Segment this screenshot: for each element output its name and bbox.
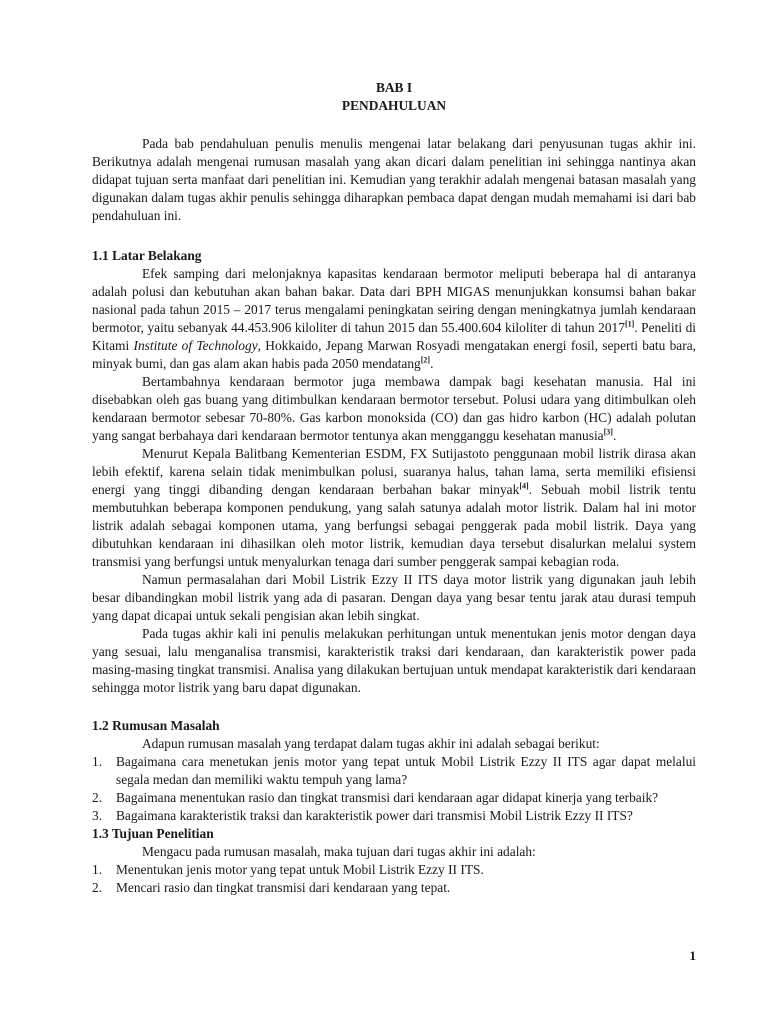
list-item-text: Menentukan jenis motor yang tepat untuk Mobil Listrik Ezzy II ITS. [116, 862, 484, 877]
list-item [92, 807, 696, 825]
chapter-title: PENDAHULUAN [341, 98, 447, 113]
citation: [1] [624, 319, 635, 329]
citation: [3] [603, 427, 613, 437]
list-item-text: Bagaimana menentukan rasio dan tingkat transmisi dari kendaraan agar didapat kinerja yang terbaik? [116, 790, 659, 805]
list-number: 1. [92, 754, 103, 769]
list-item-text: Bagaimana karakteristik traksi dan karakteristik power dari transmisi Mobil Listrik Ezzy II ITS? [116, 808, 633, 823]
section-intro: Mengacu pada rumusan masalah, maka tujuan dari tugas akhir ini adalah: [142, 844, 536, 859]
list-item [92, 789, 696, 807]
numbered-list [92, 753, 696, 825]
list-item [92, 879, 696, 897]
paragraph: Pada tugas akhir kali ini penulis melakukan perhitungan untuk menentukan jenis motor dengan daya yang sesuai, lalu menganalisa transmisi, karakteristik traksi dari kendaraan, dan karakteristik power pada masing-masing tingkat transmisi. Analisa yang dilakukan bertujuan untuk mendapat karakteristik dari kendaraan sehingga motor listrik yang baru dapat digunakan. [92, 626, 696, 695]
paragraph: Namun permasalahan dari Mobil Listrik Ezzy II ITS daya motor listrik yang digunakan jauh lebih besar dibandingkan mobil listrik yang ada di pasaran. Dengan daya yang besar tentu jarak atau durasi tempuh yang dapat dicapai untuk sekali pengisian akan lebih singkat. [92, 572, 696, 623]
paragraph-text: Menurut Kepala Balitbang Kementerian ESDM, FX Sutijastoto penggunaan mobil listrik dirasa akan lebih efektif, karena selain tidak menimbulkan polusi, suaranya halus, tahan lama, serta memiliki efisiensi energi yang tinggi dibanding dengan kendaraan berbahan bakar minyak [92, 446, 696, 497]
chapter-label: BAB I [375, 80, 413, 95]
citation: [2] [420, 355, 431, 365]
list-number: 1. [92, 862, 103, 877]
citation: [4] [519, 481, 529, 491]
intro-paragraph: Pada bab pendahuluan penulis menulis mengenai latar belakang dari penyusunan tugas akhir ini. Berikutnya adalah mengenai rumusan masalah yang akan dicari dalam penelitian ini sehingga nantinya akan didapat tujuan serta manfaat dari penelitian ini. Kemudian yang terakhir adalah mengenai batasan masalah yang digunakan dalam tugas akhir penulis sehingga diharapkan pembaca dapat dengan mudah memahami isi dari bab pendahuluan ini. [92, 136, 696, 223]
paragraph-text: , Hokkaido, Jepang Marwan Rosyadi mengatakan energi fosil, seperti batu bara, minyak bumi, dan gas alam akan habis pada 2050 mendatang [92, 338, 696, 371]
section-intro: Adapun rumusan masalah yang terdapat dalam tugas akhir ini adalah sebagai berikut: [142, 736, 600, 751]
paragraph-text: . Peneliti di Kitami [92, 320, 697, 353]
page-number: 1 [689, 948, 696, 963]
list-number: 2. [92, 880, 103, 895]
paragraph-text: Bertambahnya kendaraan bermotor juga membawa dampak bagi kesehatan manusia. Hal ini disebabkan oleh gas buang yang ditimbulkan kendaraan bermotor tersebut. Polusi udara yang ditimbulkan oleh kendaraan bermotor sebesar 70-80%. Gas karbon monoksida (CO) dan gas hidro karbon (HC) adalah polutan yang sangat berbahaya dari kendaraan bermotor tentunya akan mengganggu kesehatan manusia [92, 374, 696, 443]
list-item-text: Bagaimana cara menetukan jenis motor yang tepat untuk Mobil Listrik Ezzy II ITS agar dapat melalui segala medan dan memiliki waktu tempuh yang lama? [116, 754, 696, 787]
paragraph-text: . [430, 356, 434, 371]
paragraph [92, 445, 696, 571]
list-number: 2. [92, 790, 103, 805]
list-item [92, 753, 696, 789]
paragraph-text: . [612, 428, 617, 443]
list-number: 3. [92, 808, 103, 823]
section-heading-latar-belakang: 1.1 Latar Belakang [92, 248, 202, 263]
page-content [92, 79, 696, 897]
section-heading-tujuan-penelitian: 1.3 Tujuan Penelitian [92, 826, 214, 841]
paragraph-text: Efek samping dari melonjaknya kapasitas kendaraan bermotor meliputi beberapa hal di antaranya adalah polusi dan kebutuhan akan bahan bakar. Data dari BPH MIGAS menunjukkan konsumsi bahan bakar nasional pada tahun 2015 – 2017 terus mengalami peningkatan seiring dengan meningkatnya jumlah kendaraan bermotor, yaitu sebanyak 44.453.906 kiloliter di tahun 2015 dan 55.400.604 kiloliter di tahun 2017 [92, 266, 696, 335]
section-heading-rumusan-masalah: 1.2 Rumusan Masalah [92, 718, 220, 733]
numbered-list [92, 861, 696, 897]
list-item [92, 861, 696, 879]
list-item-text: Mencari rasio dan tingkat transmisi dari kendaraan yang tepat. [116, 880, 451, 895]
paragraph-text: . Sebuah mobil listrik tentu membutuhkan beberapa komponen pendukung, yang salah satunya adalah motor listrik. Dalam hal ini motor listrik adalah sebagai komponen utama, yang berfungsi sebagai penggerak pada mobil listrik. Daya yang dibutuhkan kendaraan ini dihasilkan oleh motor listrik, kemudian daya tersebut disalurkan melalui system transmisi yang berfungsi untuk menyalurkan tenaga dari sumber penggerak sampai kebagian roda. [92, 482, 696, 569]
paragraph [92, 373, 696, 445]
paragraph [92, 265, 696, 373]
italic-term: Institute of Technology [133, 338, 258, 353]
